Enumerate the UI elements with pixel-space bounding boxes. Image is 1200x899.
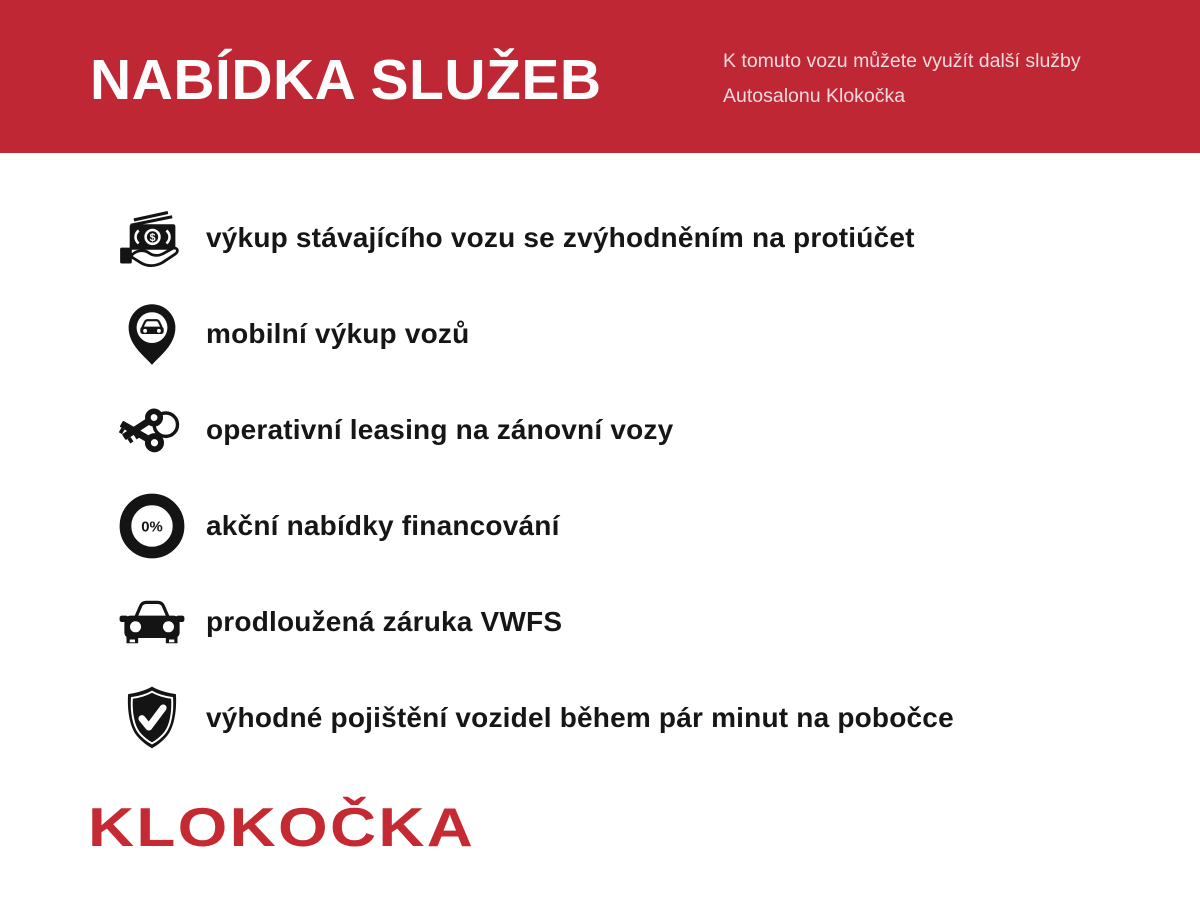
header-subtitle [723, 44, 1081, 114]
service-row-financing [118, 494, 954, 558]
car-front-icon [118, 588, 186, 656]
header-banner [0, 0, 1200, 153]
service-row-buyback [118, 206, 954, 270]
service-row-insurance [118, 686, 954, 750]
service-label: výkup stávajícího vozu se zvýhodněním na protiúčet [206, 222, 915, 253]
cash-in-hand-icon [118, 204, 186, 272]
zero-percent-label: 0% [141, 519, 163, 536]
keys-icon [118, 396, 186, 464]
service-row-leasing [118, 398, 954, 462]
klokocka-logo: KLOKOČKA [88, 796, 476, 858]
service-label: mobilní výkup vozů [206, 318, 470, 349]
shield-check-icon [118, 684, 186, 752]
service-label: výhodné pojištění vozidel během pár minut na pobočce [206, 702, 954, 733]
page-title: NABÍDKA SLUŽEB [90, 48, 602, 112]
service-label: operativní leasing na zánovní vozy [206, 414, 674, 445]
location-pin-car-icon [118, 300, 186, 368]
dollar-glyph: $ [149, 232, 156, 245]
service-row-mobile-buyback [118, 302, 954, 366]
zero-percent-icon [118, 492, 186, 560]
header-subtitle-line2: Autosalonu Klokočka [723, 85, 906, 107]
services-list [118, 206, 954, 750]
service-label: akční nabídky financování [206, 510, 560, 541]
service-label: prodloužená záruka VWFS [206, 606, 563, 637]
header-subtitle-line1: K tomuto vozu můžete využít další služby [723, 50, 1081, 72]
service-row-warranty [118, 590, 954, 654]
